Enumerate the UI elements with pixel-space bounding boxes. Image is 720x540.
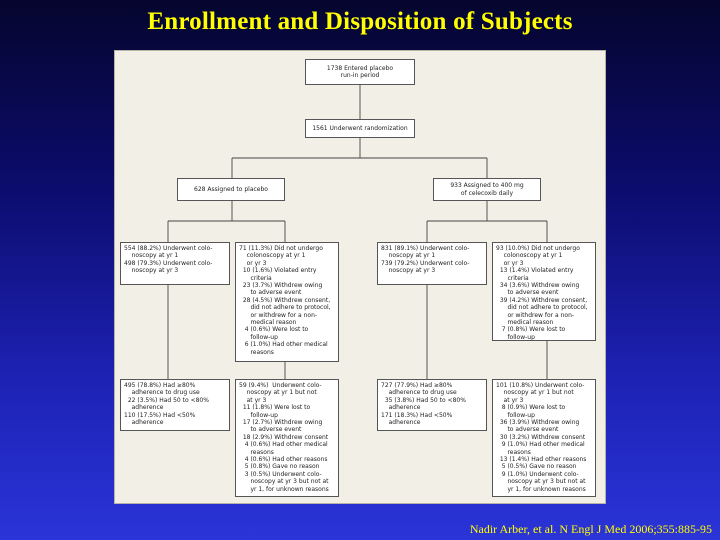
celecoxib-no-colonoscopy-text: 93 (10.0%) Did not undergo colonoscopy at yr 1 or yr 3 13 (1.4%) Violated entry criteria 34 (3.6%) Withdrew owing to adverse event 39 (4.2%) Withdrew consent, did not adhere to protocol, or withdrew for a non- medical reason 7 (0.8%) Were lost to follow-up [496,245,588,341]
randomization-box [305,119,415,138]
randomization-text: 1561 Underwent randomization [312,124,408,132]
placebo-yr3-missing-text: 59 (9.4%) Underwent colo- noscopy at yr 1 but not at yr 3 11 (1.8%) Were lost to follow-up 17 (2.7%) Withdrew owing to adverse event 18 (2.9%) Withdrew consent 4 (0.6%) Had other medical reasons 4 (0.6%) Had other reasons 5 (0.8%) Gave no reason 3 (0.5%) Underwent colo- noscopy at yr 3 but not at yr 1, for unknown reasons [239,382,329,493]
celecoxib-yr3-missing-text: 101 (10.8%) Underwent colo- noscopy at yr 1 but not at yr 3 8 (0.9%) Were lost to follow-up 36 (3.9%) Withdrew owing to adverse event 30 (3.2%) Withdrew consent 9 (1.0%) Had other medical reasons 13 (1.4%) Had other reasons 5 (0.5%) Gave no reason 9 (1.0%) Underwent colo- noscopy at yr 3 but not at yr 1, for unknown reasons [496,382,587,493]
celecoxib-no-colonoscopy-box [492,242,596,341]
celecoxib-colonoscopy-box [377,242,487,285]
celecoxib-colonoscopy-text: 831 (89.1%) Underwent colo- noscopy at yr 1 739 (79.2%) Underwent colo- noscopy at yr 3 [381,245,470,275]
placebo-adherence-box [120,379,230,431]
entered-run-in-text: 1738 Entered placebo run-in period [326,64,394,79]
placebo-group-text: 628 Assigned to placebo [194,185,268,193]
entered-run-in-box [305,59,415,85]
placebo-no-colonoscopy-box [235,242,339,362]
celecoxib-group-box [433,178,541,201]
celecoxib-adherence-text: 727 (77.9%) Had ≥80% adherence to drug use 35 (3.8%) Had 50 to <80% adherence 171 (18.3%) Had <50% adherence [381,382,466,427]
celecoxib-yr3-missing-box [492,379,596,497]
placebo-colonoscopy-text: 554 (88.2%) Underwent colo- noscopy at yr 1 498 (79.3%) Underwent colo- noscopy at yr 3 [124,245,213,275]
celecoxib-group-text: 933 Assigned to 400 mg of celecoxib daily [450,182,524,197]
slide-title: Enrollment and Disposition of Subjects [147,8,573,35]
celecoxib-adherence-box [377,379,487,431]
placebo-adherence-text: 495 (78.8%) Had ≥80% adherence to drug use 22 (3.5%) Had 50 to <80% adherence 110 (17.5%) Had <50% adherence [124,382,209,427]
placebo-colonoscopy-box [120,242,230,285]
placebo-group-box [177,178,285,201]
placebo-no-colonoscopy-text: 71 (11.3%) Did not undergo colonoscopy at yr 1 or yr 3 10 (1.6%) Violated entry criteria 23 (3.7%) Withdrew owing to adverse event 28 (4.5%) Withdrew consent, did not adhere to protocol, or withdrew for a non- medical reason 4 (0.6%) Were lost to follow-up 6 (1.0%) Had other medical reasons [239,245,331,356]
placebo-yr3-missing-box [235,379,339,497]
flowchart-panel [114,50,606,504]
citation: Nadir Arber, et al. N Engl J Med 2006;355:885-95 [469,522,712,536]
